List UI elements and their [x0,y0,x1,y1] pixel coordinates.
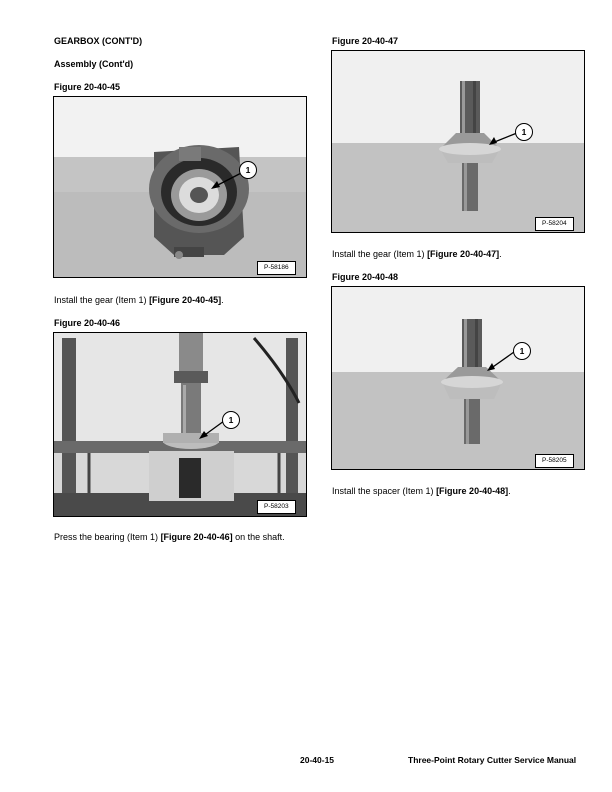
figure-45-photo-number: P-58186 [257,261,296,275]
figure-48-photo [331,286,585,470]
figure-48-callout: 1 [513,342,531,360]
figure-46-caption: Figure 20-40-46 [54,318,121,328]
figure-reference: [Figure 20-40-47] [427,249,500,259]
instruction-text: Install the spacer (Item 1) [332,486,434,496]
instruction-suffix: . [508,486,511,496]
instruction-text: Press the bearing (Item 1) [54,532,159,542]
figure-45-photo [53,96,307,278]
figure-45-callout: 1 [239,161,257,179]
figure-46-photo [53,332,307,517]
page-number: 20-40-15 [300,755,335,765]
figure-46-instruction [54,531,306,543]
figure-46-photo-number: P-58203 [257,500,296,514]
figure-47-caption: Figure 20-40-47 [332,36,399,46]
instruction-suffix: . [221,295,224,305]
figure-reference: [Figure 20-40-45] [149,295,222,305]
instruction-text: Install the gear (Item 1) [54,295,147,305]
figure-48-photo-number: P-58205 [535,454,574,468]
figure-47-photo [331,50,585,233]
figure-reference: [Figure 20-40-48] [436,486,509,496]
subsection-title: Assembly (Cont'd) [54,59,134,69]
instruction-suffix: on the shaft. [235,532,285,542]
figure-reference: [Figure 20-40-46] [160,532,233,542]
figure-47-callout: 1 [515,123,533,141]
instruction-suffix: . [499,249,502,259]
figure-47-instruction [332,248,584,260]
figure-46-callout: 1 [222,411,240,429]
instruction-text: Install the gear (Item 1) [332,249,425,259]
figure-45-instruction [54,294,306,306]
section-title: GEARBOX (CONT'D) [54,36,143,46]
figure-45-caption: Figure 20-40-45 [54,82,121,92]
figure-47-photo-number: P-58204 [535,217,574,231]
manual-title: Three-Point Rotary Cutter Service Manual [408,755,577,765]
figure-48-instruction [332,485,584,497]
figure-48-caption: Figure 20-40-48 [332,272,399,282]
